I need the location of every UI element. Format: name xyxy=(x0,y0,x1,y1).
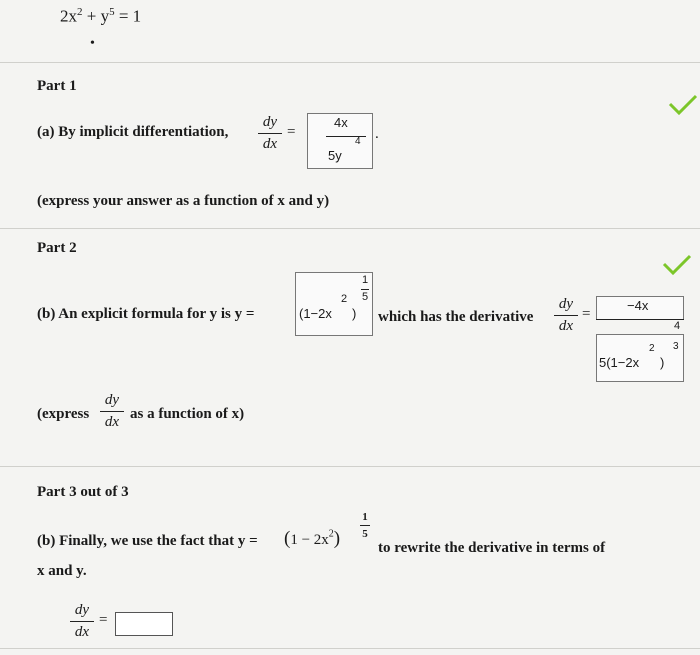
part3-prompt-line2: x and y. xyxy=(37,563,87,579)
derivative-numerator-box[interactable] xyxy=(596,296,684,319)
period: . xyxy=(375,126,379,142)
part3-prompt-start: (b) Finally, we use the fact that y = xyxy=(37,533,258,549)
deriv-den-sup2: 2 xyxy=(649,343,655,354)
divider xyxy=(0,648,700,649)
part2-title: Part 2 xyxy=(37,240,77,256)
divider xyxy=(0,466,700,467)
check-icon xyxy=(668,94,698,121)
equation-rhs: = 1 xyxy=(114,6,142,26)
explicit-exp-bar xyxy=(361,289,369,290)
part2-dydx xyxy=(554,296,578,335)
part1-prompt: (a) By implicit differentiation, xyxy=(37,124,229,140)
eq-open: ( xyxy=(284,528,291,549)
part1-title: Part 1 xyxy=(37,78,77,94)
part2-prompt: (b) An explicit formula for y is y = xyxy=(37,306,255,322)
deriv-den-close: ) xyxy=(660,355,665,370)
explicit-sup2: 2 xyxy=(341,293,348,305)
eq-sup: 2 xyxy=(328,528,334,540)
equation-sup2: 5 xyxy=(109,6,115,18)
dy-label: dy xyxy=(558,296,574,312)
dy-label: dy xyxy=(262,114,278,130)
fraction-bar xyxy=(258,133,282,134)
fraction-bar xyxy=(100,411,124,412)
derivative-denominator-box[interactable] xyxy=(596,334,684,382)
explicit-close: ) xyxy=(352,306,357,321)
dx-label: dx xyxy=(74,624,90,640)
part3-title: Part 3 out of 3 xyxy=(37,484,129,500)
eq-exp-top: 1 xyxy=(362,511,368,523)
bullet: • xyxy=(90,36,95,51)
check-icon xyxy=(662,254,692,281)
fraction-bar xyxy=(554,315,578,316)
dy-label: dy xyxy=(74,602,90,618)
dx-label: dx xyxy=(104,414,120,430)
part1-answer-box[interactable] xyxy=(307,113,373,169)
part2-note-prefix: (express xyxy=(37,406,90,422)
part1-dydx xyxy=(258,114,282,153)
deriv-exp: 4 xyxy=(674,320,681,332)
part3-answer-input[interactable] xyxy=(115,612,173,636)
equals-sign: = xyxy=(582,306,591,322)
deriv-den-body: 5(1−2x xyxy=(599,355,640,370)
deriv-fraction-bar xyxy=(596,319,684,320)
answer-denominator: 5y xyxy=(328,148,342,163)
equation-mid: + y xyxy=(82,6,110,26)
equals-sign: = xyxy=(287,124,296,140)
equation-sup1: 2 xyxy=(77,6,83,18)
part3-equation xyxy=(284,528,340,550)
dy-label: dy xyxy=(104,392,120,408)
eq-close: ) xyxy=(333,528,341,549)
header-equation xyxy=(60,6,141,27)
part1-note: (express your answer as a function of x and y) xyxy=(37,193,330,209)
equals-sign: = xyxy=(99,612,108,628)
divider xyxy=(0,228,700,229)
part3-exp xyxy=(360,511,370,540)
fraction-bar xyxy=(70,621,94,622)
deriv-numerator: −4x xyxy=(627,298,649,313)
part2-note-suffix: as a function of x) xyxy=(130,406,245,422)
part2-mid-text: which has the derivative xyxy=(378,309,534,325)
divider xyxy=(0,62,700,63)
explicit-body: (1−2x xyxy=(299,306,332,321)
fraction-bar xyxy=(360,525,370,526)
answer-numerator: 4x xyxy=(334,115,348,130)
part3-dydx xyxy=(70,602,94,641)
answer-den-sup: 4 xyxy=(355,136,361,147)
equation-base: 2x xyxy=(60,6,77,26)
explicit-exp-bot: 5 xyxy=(362,291,369,303)
dx-label: dx xyxy=(558,318,574,334)
part3-prompt-end: to rewrite the derivative in terms of xyxy=(378,540,606,556)
eq-exp-bot: 5 xyxy=(362,528,368,540)
eq-body: 1 − 2x xyxy=(290,532,329,548)
explicit-exp-top: 1 xyxy=(362,274,369,286)
deriv-den-exp-sup: 3 xyxy=(673,341,679,352)
dx-label: dx xyxy=(262,136,278,152)
explicit-answer-box[interactable] xyxy=(295,272,373,336)
part2-note-dydx xyxy=(100,392,124,431)
